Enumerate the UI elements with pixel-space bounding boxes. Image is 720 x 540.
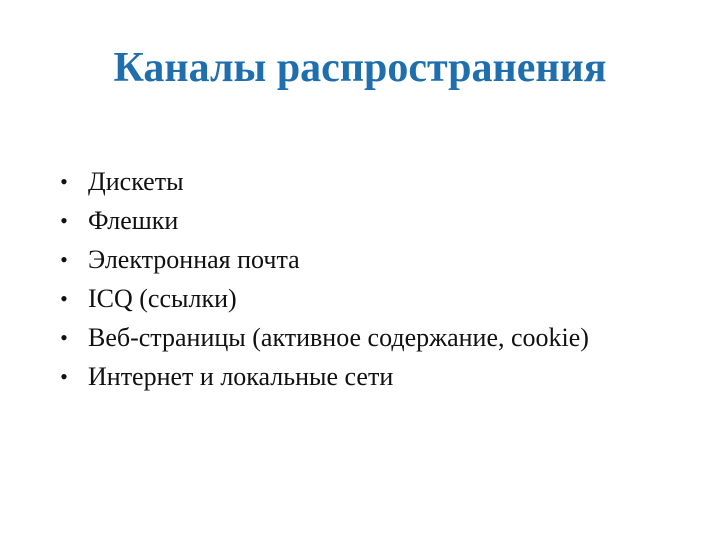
list-item-text: ICQ (ссылки) xyxy=(88,284,237,313)
bullet-list xyxy=(54,162,614,396)
bullet-icon: • xyxy=(60,169,68,194)
list-item xyxy=(54,240,614,279)
list-item-text: Дискеты xyxy=(88,167,184,196)
slide-title: Каналы распространения xyxy=(113,45,607,91)
list-item xyxy=(54,162,614,201)
list-item xyxy=(54,357,614,396)
list-item xyxy=(54,201,614,240)
bullet-icon: • xyxy=(60,208,68,233)
bullet-icon: • xyxy=(60,247,68,272)
list-item-text: Флешки xyxy=(88,206,179,235)
list-item-text: Веб-страницы (активное содержание, cookie) xyxy=(88,323,589,352)
list-item-text: Электронная почта xyxy=(88,245,300,274)
bullet-icon: • xyxy=(60,325,68,350)
list-item xyxy=(54,318,614,357)
bullet-icon: • xyxy=(60,286,68,311)
bullet-icon: • xyxy=(60,364,68,389)
list-item-text: Интернет и локальные сети xyxy=(88,362,394,391)
list-item xyxy=(54,279,614,318)
